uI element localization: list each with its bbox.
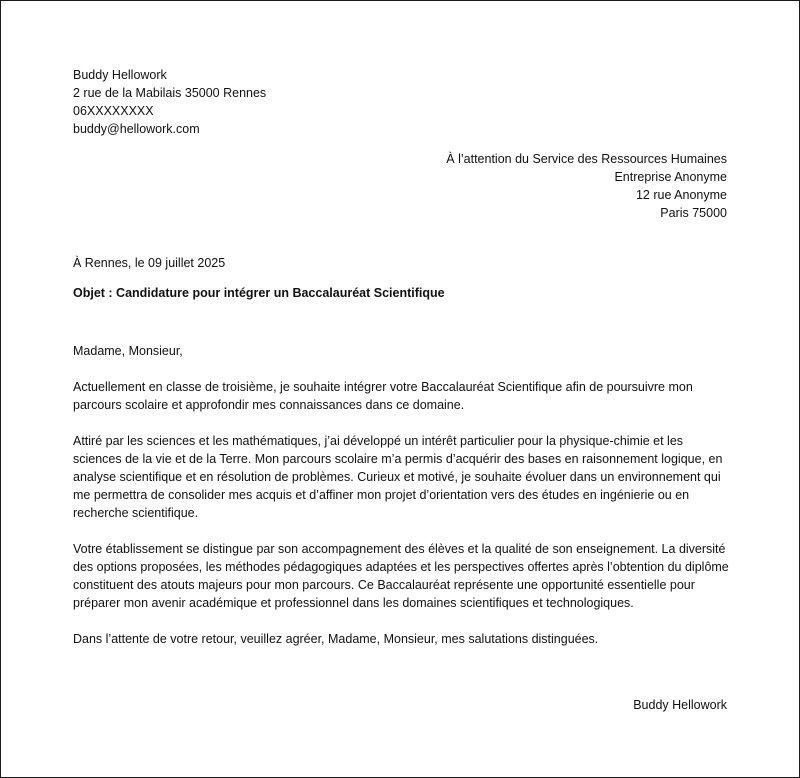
letter-body bbox=[73, 342, 733, 666]
sender-email: buddy@hellowork.com bbox=[73, 122, 200, 136]
sender-name: Buddy Hellowork bbox=[73, 68, 167, 82]
sender-phone: 06XXXXXXXX bbox=[73, 104, 154, 118]
recipient-city: Paris 75000 bbox=[660, 206, 727, 220]
subject-line: Objet : Candidature pour intégrer un Baccalauréat Scientifique bbox=[73, 286, 445, 300]
recipient-street: 12 rue Anonyme bbox=[635, 188, 727, 202]
paragraph-intro: Actuellement en classe de troisième, je souhaite intégrer votre Baccalauréat Scientifique afin de poursuivre mon parcours scolaire et approfondir mes connaissances dans ce domaine. bbox=[73, 380, 693, 412]
signature: Buddy Hellowork bbox=[633, 698, 727, 712]
paragraph-motivation: Attiré par les sciences et les mathématiques, j’ai développé un intérêt particulier pour la physique-chimie et les sciences de la vie et de la Terre. Mon parcours scolaire m’a permis d’acquérir des bases en raisonnement logique, en analyse scientifique et en résolution de problèmes. Curieux et motivé, je souhaite évoluer dans un environnement qui me permettra de consolider mes acquis et d’affiner mon projet d’orientation vers des études en ingénierie ou en recherche scientifique. bbox=[73, 434, 723, 520]
recipient-company: Entreprise Anonyme bbox=[614, 170, 727, 184]
paragraph-school: Votre établissement se distingue par son accompagnement des élèves et la qualité de son enseignement. La diversité des options proposées, les méthodes pédagogiques adaptées et les perspectives offertes après l’obtention du diplôme constituent des atouts majeurs pour mon parcours. Ce Baccalauréat représente une opportunité essentielle pour préparer mon avenir académique et professionnel dans les domaines scientifiques et technologiques. bbox=[73, 542, 729, 610]
salutation: Madame, Monsieur, bbox=[73, 344, 183, 358]
sender-address: 2 rue de la Mabilais 35000 Rennes bbox=[73, 86, 267, 100]
recipient-block bbox=[446, 150, 727, 222]
recipient-attention: À l’attention du Service des Ressources Humaines bbox=[446, 152, 727, 166]
date-line: À Rennes, le 09 juillet 2025 bbox=[73, 256, 226, 270]
sender-block bbox=[73, 66, 266, 138]
paragraph-closing: Dans l’attente de votre retour, veuillez agréer, Madame, Monsieur, mes salutations distinguées. bbox=[73, 632, 599, 646]
